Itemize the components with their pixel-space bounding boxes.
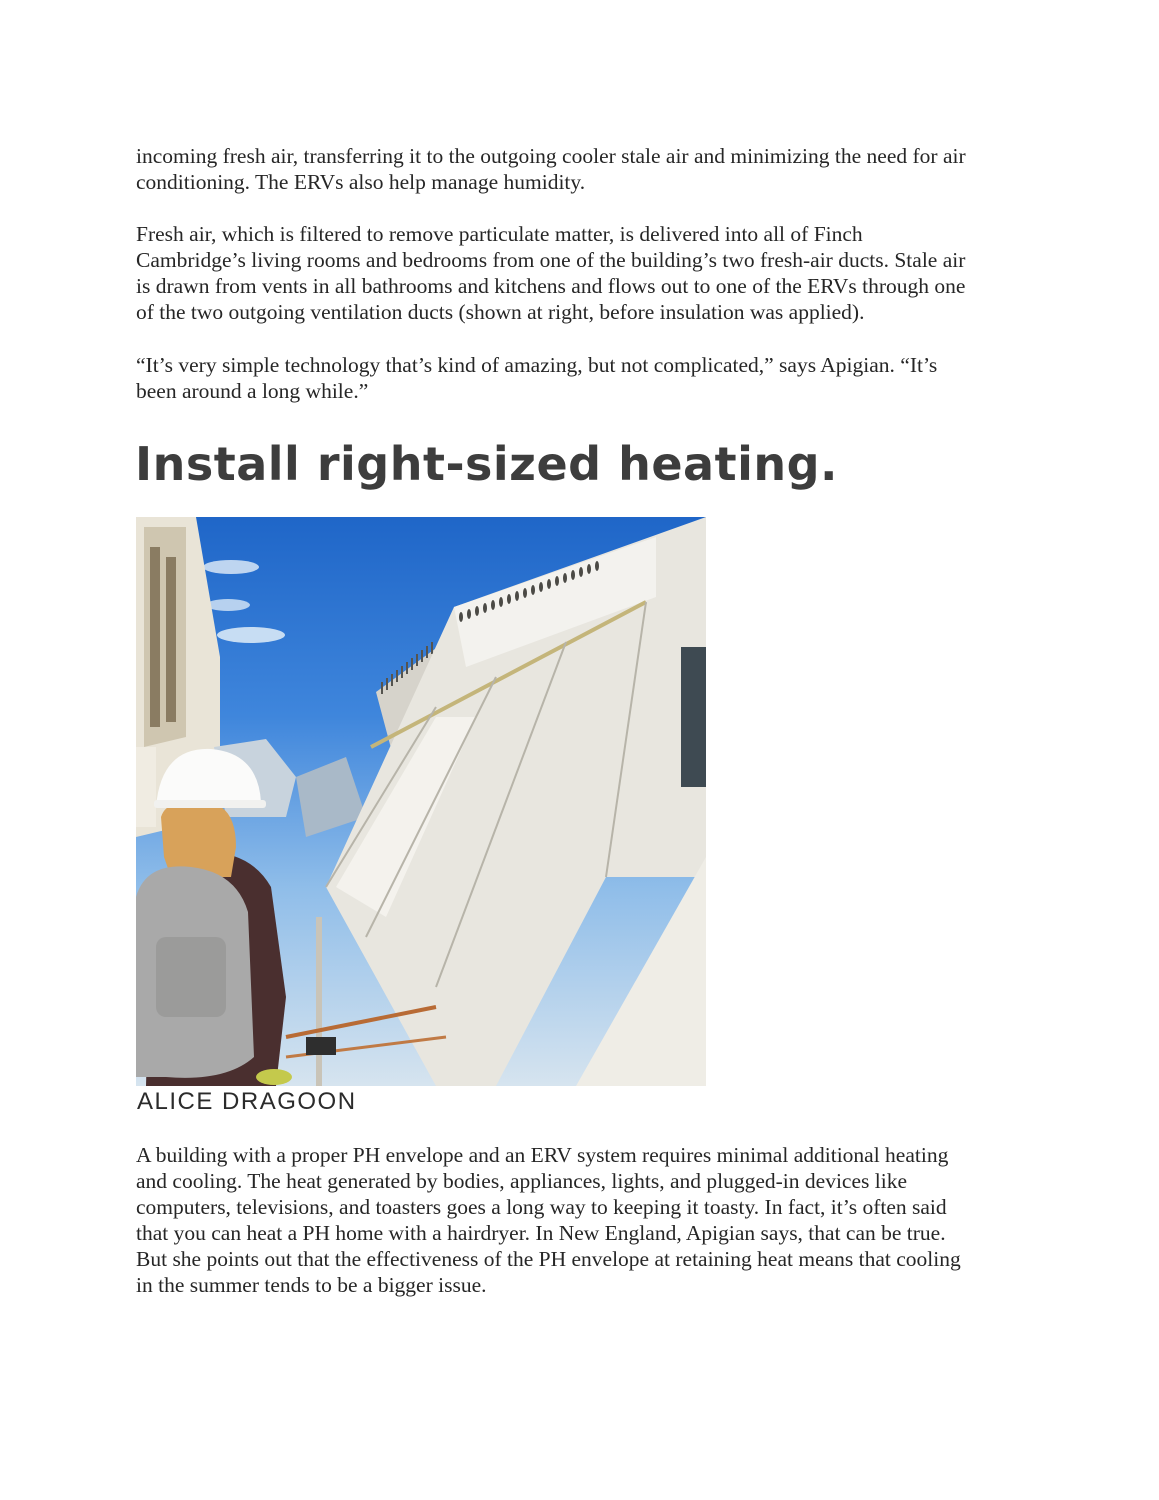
text-line: conditioning. The ERVs also help manage humidity.: [136, 170, 586, 194]
paragraph-fresh-air-ducts: [136, 221, 965, 325]
text-line: A building with a proper PH envelope and an ERV system requires minimal additional heating: [136, 1143, 949, 1167]
text-line: in the summer tends to be a bigger issue.: [136, 1273, 487, 1297]
text-line: computers, televisions, and toasters goes a long way to keeping it toasty. In fact, it’s often said: [136, 1195, 947, 1219]
section-heading: Install right-sized heating.: [135, 437, 838, 491]
photo-illustration: [136, 517, 706, 1086]
text-line: and cooling. The heat generated by bodies, appliances, lights, and plugged-in devices like: [136, 1169, 907, 1193]
text-line: Fresh air, which is filtered to remove particulate matter, is delivered into all of Finch: [136, 222, 863, 246]
text-line: But she points out that the effectiveness of the PH envelope at retaining heat means that cooling: [136, 1247, 961, 1271]
text-line: that you can heat a PH home with a hairdryer. In New England, Apigian says, that can be true.: [136, 1221, 946, 1245]
paragraph-erv-heat-transfer: [136, 143, 966, 195]
text-line: is drawn from vents in all bathrooms and kitchens and flows out to one of the ERVs through one: [136, 274, 966, 298]
rooftop-ventilation-ducts-photo: [136, 517, 706, 1086]
photo-credit: ALICE DRAGOON: [137, 1088, 357, 1115]
text-line: incoming fresh air, transferring it to the outgoing cooler stale air and minimizing the need for air: [136, 144, 966, 168]
text-line: been around a long while.”: [136, 379, 369, 403]
paragraph-heating-cooling: [136, 1142, 961, 1298]
text-line: “It’s very simple technology that’s kind of amazing, but not complicated,” says Apigian. “It’s: [136, 353, 938, 377]
paragraph-quote-apigian: [136, 352, 937, 404]
text-line: of the two outgoing ventilation ducts (shown at right, before insulation was applied).: [136, 300, 865, 324]
text-line: Cambridge’s living rooms and bedrooms from one of the building’s two fresh-air ducts. Stale air: [136, 248, 966, 272]
